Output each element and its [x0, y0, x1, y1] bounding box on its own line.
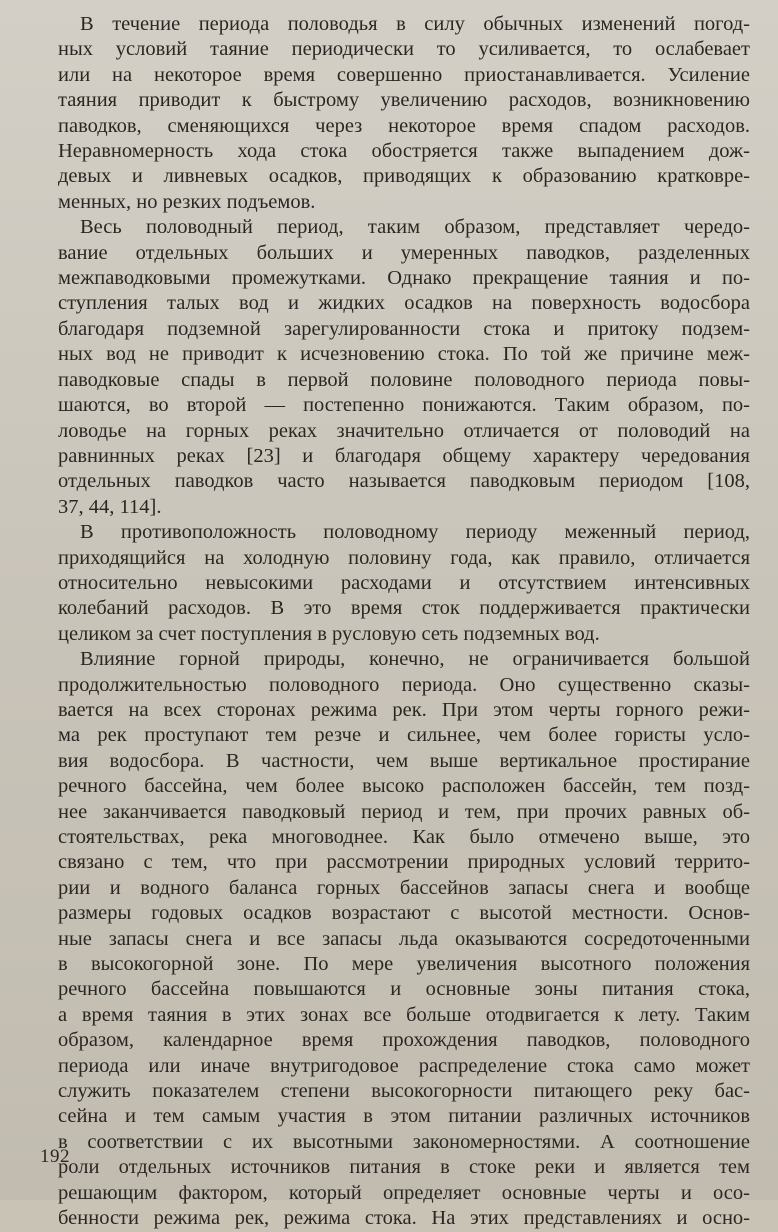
paragraph — [58, 12, 750, 215]
text-line: решающим фактором, который определяет основные черты и осо- — [58, 1181, 750, 1204]
text-line: вия водосбора. В частности, чем выше вертикальное простирание — [58, 749, 750, 772]
text-line: сейна и тем самым участия в этом питании различных источников — [58, 1105, 750, 1128]
text-line: речного бассейна, чем более высоко расположен бассейн, тем позд- — [58, 775, 750, 798]
text-line: периода или иначе внутригодовое распределение стока само может — [58, 1054, 750, 1077]
text-line: приходящийся на холодную половину года, как правило, отличается — [58, 546, 750, 569]
text-line: девых и ливневых осадков, приводящих к образованию кратковре- — [58, 165, 750, 188]
text-line: стоятельствах, река многоводнее. Как было отмечено выше, это — [58, 826, 750, 848]
text-line: благодаря подземной зарегулированности стока и притоку подзем- — [58, 317, 750, 340]
text-line: роли отдельных источников питания в стоке реки и является тем — [58, 1156, 750, 1179]
text-line: ные запасы снега и все запасы льда оказываются сосредоточенными — [58, 927, 750, 950]
text-line: продолжительностью половодного периода. Оно существенно сказы- — [58, 673, 750, 696]
text-line: нее заканчивается паводковый период и тем, при прочих равных об- — [58, 800, 750, 823]
text-line: межпаводковыми промежутками. Однако прекращение таяния и по- — [58, 267, 750, 290]
text-line: рии и водного баланса горных бассейнов запасы снега и вообще — [58, 876, 750, 899]
text-line: размеры годовых осадков возрастают с высотой местности. Основ- — [58, 902, 750, 925]
text-line: колебаний расходов. В это время сток поддерживается практически — [58, 597, 750, 620]
text-line: В течение периода половодья в силу обычных изменений погод- — [80, 13, 750, 35]
text-line: относительно невысокими расходами и отсутствием интенсивных — [58, 571, 750, 594]
text-line: связано с тем, что при рассмотрении природных условий террито- — [58, 851, 750, 874]
text-line: паводков, сменяющихся через некоторое время спадом расходов. — [58, 114, 750, 137]
text-line: Весь половодный период, таким образом, представляет чередо- — [80, 216, 750, 239]
text-line: ных вод не приводит к исчезновению стока. По той же причине меж- — [58, 343, 750, 366]
page-number: 192 — [40, 1146, 70, 1167]
text-line: Неравномерность хода стока обостряется также выпадением дож- — [58, 140, 750, 163]
text-line: целиком за счет поступления в русловую сеть подземных вод. — [58, 622, 600, 645]
text-line: паводковые спады в первой половине половодного периода повы- — [58, 368, 750, 391]
text-line: в соответствии с их высотными закономерностями. А соотношение — [58, 1130, 750, 1153]
text-line: ных условий таяние периодически то усиливается, то ослабевает — [58, 38, 750, 61]
paragraph — [58, 215, 750, 520]
text-line: бенности режима рек, режима стока. На этих представлениях и осно- — [58, 1207, 750, 1230]
text-line: или на некоторое время совершенно приостанавливается. Усиление — [58, 63, 750, 86]
text-line: вается на всех сторонах режима рек. При этом черты горного режи- — [58, 698, 750, 721]
text-line: В противоположность половодному периоду меженный период, — [80, 521, 750, 544]
paragraph — [58, 520, 750, 647]
text-line: речного бассейна повышаются и основные зоны питания стока, — [58, 978, 750, 1001]
paragraph — [58, 647, 750, 1231]
text-line: а время таяния в этих зонах все больше отодвигается к лету. Таким — [58, 1003, 750, 1026]
text-line: 37, 44, 114]. — [58, 495, 162, 518]
text-line: Влияние горной природы, конечно, не ограничивается большой — [80, 648, 750, 671]
text-line: ловодье на горных реках значительно отличается от половодий на — [58, 419, 750, 442]
text-line: шаются, во второй — постепенно понижаются. Таким образом, по- — [58, 394, 750, 417]
text-line: менных, но резких подъемов. — [58, 190, 316, 213]
text-line: таяния приводит к быстрому увеличению расходов, возникновению — [58, 89, 750, 112]
body-text — [58, 12, 750, 1232]
text-line: отдельных паводков часто называется паводковым периодом [108, — [58, 470, 750, 493]
text-line: равнинных реках [23] и благодаря общему характеру чередования — [58, 444, 750, 467]
text-line: служить показателем степени высокогорности питающего реку бас- — [58, 1080, 750, 1103]
text-line: ма рек проступают тем резче и сильнее, чем более гористы усло- — [58, 724, 750, 747]
text-line: в высокогорной зоне. По мере увеличения высотного положения — [58, 953, 750, 976]
text-line: образом, календарное время прохождения паводков, половодного — [58, 1029, 750, 1052]
text-line: вание отдельных больших и умеренных паводков, разделенных — [58, 241, 750, 264]
text-line: ступления талых вод и жидких осадков на поверхность водосбора — [58, 292, 750, 315]
